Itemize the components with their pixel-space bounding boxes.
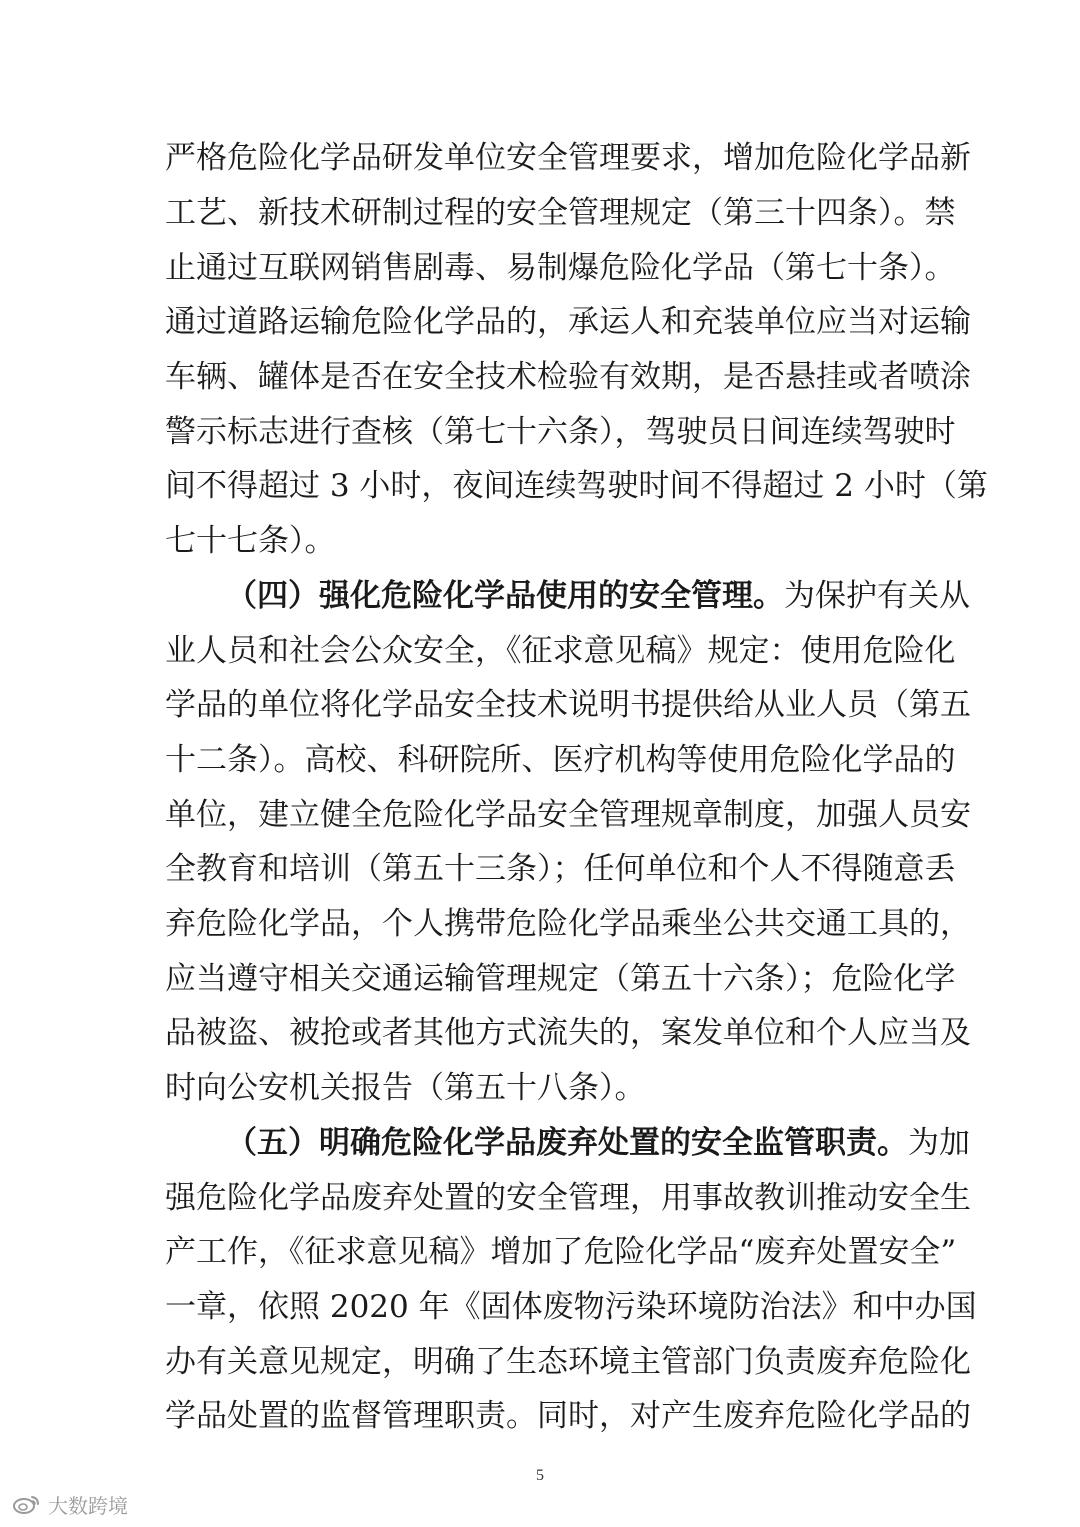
text-line: 学品处置的监督管理职责。同时，对产生废弃危险化学品的 (165, 1398, 971, 1434)
text-line: 产工作，《征求意见稿》增加了危险化学品“废弃处置安全” (165, 1234, 957, 1270)
text-line: 严格危险化学品研发单位安全管理要求，增加危险化学品新 (165, 140, 971, 176)
watermark-text: 大数跨境 (48, 1493, 128, 1518)
section-5-heading: （五）明确危险化学品废弃处置的安全监管职责。 (226, 1125, 908, 1161)
text-line: 车辆、罐体是否在安全技术检验有效期，是否悬挂或者喷涂 (165, 359, 971, 395)
text-line: 学品的单位将化学品安全技术说明书提供给从业人员（第五 (165, 687, 971, 723)
text-line: 应当遵守相关交通运输管理规定（第五十六条）；危险化学 (165, 961, 956, 997)
section-5-heading-line (0, 1123, 1080, 1163)
text-line: 全教育和培训（第五十三条）；任何单位和个人不得随意丢 (165, 851, 956, 887)
section-4-heading: （四）强化危险化学品使用的安全管理。 (226, 578, 784, 614)
text-line: 止通过互联网销售剧毒、易制爆危险化学品（第七十条）。 (165, 250, 956, 286)
section-4-lead: 为保护有关从 (784, 578, 970, 614)
section-4-heading-line (0, 576, 1080, 616)
text-line: 一章，依照 2020 年《固体废物污染环境防治法》和中办国 (165, 1289, 977, 1325)
text-line: 七十七条）。 (165, 523, 336, 559)
text-line: 警示标志进行查核（第七十六条），驾驶员日间连续驾驶时 (165, 414, 956, 450)
page-number: 5 (536, 1467, 544, 1484)
text-line: 强危险化学品废弃处置的安全管理，用事故教训推动安全生 (165, 1180, 971, 1216)
section-5-lead: 为加 (908, 1125, 970, 1161)
text-line: 办有关意见规定，明确了生态环境主管部门负责废弃危险化 (165, 1344, 971, 1380)
text-line: 业人员和社会公众安全，《征求意见稿》规定：使用危险化 (165, 633, 956, 669)
weibo-logo-icon (12, 1493, 42, 1515)
text-line: 品被盗、被抢或者其他方式流失的，案发单位和个人应当及 (165, 1015, 971, 1051)
text-line: 弃危险化学品，个人携带危险化学品乘坐公共交通工具的， (165, 906, 971, 942)
text-line: 十二条）。高校、科研院所、医疗机构等使用危险化学品的 (165, 742, 956, 778)
text-line: 通过道路运输危险化学品的，承运人和充装单位应当对运输 (165, 304, 971, 340)
watermark (12, 1491, 128, 1517)
text-line: 间不得超过 3 小时，夜间连续驾驶时间不得超过 2 小时（第 (165, 468, 988, 504)
text-line: 单位，建立健全危险化学品安全管理规章制度，加强人员安 (165, 797, 971, 833)
text-line: 时向公安机关报告（第五十八条）。 (165, 1070, 646, 1106)
text-line: 工艺、新技术研制过程的安全管理规定（第三十四条）。禁 (165, 195, 956, 231)
